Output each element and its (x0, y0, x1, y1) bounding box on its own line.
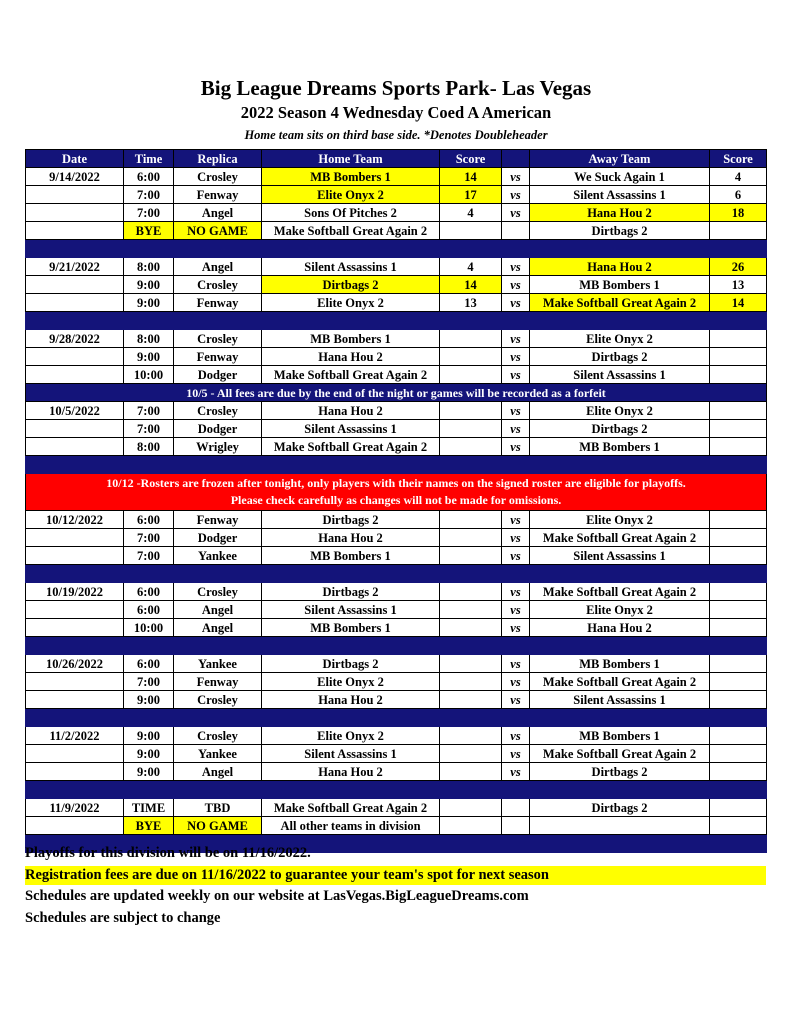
table-row (26, 673, 767, 691)
game-replica: Angel (174, 204, 262, 222)
away-score (710, 583, 767, 601)
col-header-time: Time (124, 150, 174, 168)
page-title: Big League Dreams Sports Park- Las Vegas (200, 76, 592, 100)
separator-cell (26, 456, 767, 474)
game-date: 9/21/2022 (26, 258, 124, 276)
home-score (440, 529, 502, 547)
game-replica: Dodger (174, 366, 262, 384)
table-row (26, 529, 767, 547)
game-time: 8:00 (124, 438, 174, 456)
header-note: Home team sits on third base side. *Denotes Doubleheader (244, 128, 548, 142)
table-row (26, 222, 767, 240)
vs-label: vs (502, 420, 530, 438)
home-score (440, 727, 502, 745)
away-score (710, 745, 767, 763)
game-date (26, 763, 124, 781)
game-time: 6:00 (124, 511, 174, 529)
away-team: Make Softball Great Again 2 (530, 529, 710, 547)
game-date (26, 817, 124, 835)
game-replica: Fenway (174, 673, 262, 691)
home-score: 14 (440, 276, 502, 294)
game-replica: Wrigley (174, 438, 262, 456)
vs-label: vs (502, 438, 530, 456)
table-row (26, 817, 767, 835)
home-team: Hana Hou 2 (262, 402, 440, 420)
away-score (710, 673, 767, 691)
separator-cell (26, 565, 767, 583)
away-score (710, 763, 767, 781)
vs-label: vs (502, 529, 530, 547)
table-row (26, 745, 767, 763)
home-score (440, 673, 502, 691)
game-date (26, 547, 124, 565)
home-team: Sons Of Pitches 2 (262, 204, 440, 222)
table-row (26, 258, 767, 276)
col-header-replica: Replica (174, 150, 262, 168)
col-header-home-team: Home Team (262, 150, 440, 168)
away-score (710, 511, 767, 529)
away-team: Hana Hou 2 (530, 258, 710, 276)
away-score: 18 (710, 204, 767, 222)
game-time: 9:00 (124, 294, 174, 312)
game-time: 8:00 (124, 330, 174, 348)
separator-cell (26, 240, 767, 258)
game-time: 7:00 (124, 673, 174, 691)
home-team: Hana Hou 2 (262, 529, 440, 547)
game-date (26, 366, 124, 384)
game-date: 11/2/2022 (26, 727, 124, 745)
away-team: MB Bombers 1 (530, 727, 710, 745)
schedule-table (25, 149, 767, 853)
away-team: Dirtbags 2 (530, 348, 710, 366)
game-time: 7:00 (124, 547, 174, 565)
home-score (440, 655, 502, 673)
away-score: 26 (710, 258, 767, 276)
home-score (440, 348, 502, 366)
game-time: BYE (124, 817, 174, 835)
game-date (26, 673, 124, 691)
table-row (26, 348, 767, 366)
home-team: MB Bombers 1 (262, 168, 440, 186)
game-replica: TBD (174, 799, 262, 817)
page-subtitle: 2022 Season 4 Wednesday Coed A American (240, 103, 552, 122)
away-score (710, 655, 767, 673)
table-row (26, 366, 767, 384)
home-score (440, 799, 502, 817)
vs-label: vs (502, 294, 530, 312)
game-date (26, 691, 124, 709)
game-replica: Fenway (174, 186, 262, 204)
game-replica: Angel (174, 258, 262, 276)
away-team: MB Bombers 1 (530, 438, 710, 456)
vs-label: vs (502, 402, 530, 420)
alert-line-1: 10/12 -Rosters are frozen after tonight, only players with their names on the signed roster are eligible for playoffs. (106, 476, 686, 490)
col-header-home-score: Score (440, 150, 502, 168)
home-team: Dirtbags 2 (262, 655, 440, 673)
table-row (26, 511, 767, 529)
away-team: Dirtbags 2 (530, 799, 710, 817)
game-time: 10:00 (124, 366, 174, 384)
game-date (26, 348, 124, 366)
home-score (440, 330, 502, 348)
table-row (26, 438, 767, 456)
away-score (710, 727, 767, 745)
home-team: Silent Assassins 1 (262, 420, 440, 438)
game-date (26, 222, 124, 240)
table-row (26, 655, 767, 673)
vs-label: vs (502, 276, 530, 294)
table-row (26, 619, 767, 637)
table-row (26, 763, 767, 781)
game-date: 10/26/2022 (26, 655, 124, 673)
table-row (26, 799, 767, 817)
game-date: 9/28/2022 (26, 330, 124, 348)
home-team: Dirtbags 2 (262, 511, 440, 529)
vs-label: vs (502, 258, 530, 276)
game-date (26, 420, 124, 438)
separator-row (26, 240, 767, 258)
vs-label: vs (502, 186, 530, 204)
game-replica: Crosley (174, 727, 262, 745)
col-header-vs (502, 150, 530, 168)
game-time: 9:00 (124, 348, 174, 366)
home-score (440, 222, 502, 240)
separator-cell (26, 637, 767, 655)
separator-row (26, 637, 767, 655)
table-row (26, 168, 767, 186)
away-score (710, 402, 767, 420)
game-replica: Yankee (174, 547, 262, 565)
home-score (440, 691, 502, 709)
vs-label (502, 222, 530, 240)
game-time: 6:00 (124, 655, 174, 673)
notice-text: 10/5 - All fees are due by the end of the night or games will be recorded as a forfeit (26, 384, 767, 402)
home-team: Dirtbags 2 (262, 276, 440, 294)
change-note: Schedules are subject to change (25, 910, 221, 926)
game-date: 9/14/2022 (26, 168, 124, 186)
game-date: 10/19/2022 (26, 583, 124, 601)
home-score: 17 (440, 186, 502, 204)
table-row (26, 601, 767, 619)
game-time: 9:00 (124, 276, 174, 294)
alert-row (26, 474, 767, 511)
vs-label: vs (502, 583, 530, 601)
table-header-row (26, 150, 767, 168)
away-team: Elite Onyx 2 (530, 402, 710, 420)
website-note: Schedules are updated weekly on our website at LasVegas.BigLeagueDreams.com (25, 888, 529, 904)
home-team: Hana Hou 2 (262, 691, 440, 709)
away-score (710, 799, 767, 817)
vs-label: vs (502, 601, 530, 619)
home-score (440, 583, 502, 601)
game-replica: Angel (174, 619, 262, 637)
game-date (26, 529, 124, 547)
vs-label: vs (502, 691, 530, 709)
away-team: Silent Assassins 1 (530, 691, 710, 709)
vs-label: vs (502, 763, 530, 781)
home-team: Silent Assassins 1 (262, 258, 440, 276)
vs-label (502, 817, 530, 835)
away-team: Hana Hou 2 (530, 619, 710, 637)
away-team: Make Softball Great Again 2 (530, 673, 710, 691)
game-replica: Crosley (174, 691, 262, 709)
home-team: Elite Onyx 2 (262, 294, 440, 312)
home-score (440, 601, 502, 619)
home-score (440, 817, 502, 835)
game-replica: Crosley (174, 276, 262, 294)
home-team: Dirtbags 2 (262, 583, 440, 601)
home-team: MB Bombers 1 (262, 330, 440, 348)
table-row (26, 330, 767, 348)
away-score (710, 330, 767, 348)
game-replica: Angel (174, 763, 262, 781)
table-row (26, 547, 767, 565)
separator-cell (26, 781, 767, 799)
table-row (26, 402, 767, 420)
away-team: Make Softball Great Again 2 (530, 745, 710, 763)
game-replica: NO GAME (174, 222, 262, 240)
home-team: Make Softball Great Again 2 (262, 438, 440, 456)
home-score: 13 (440, 294, 502, 312)
home-score (440, 619, 502, 637)
away-score (710, 438, 767, 456)
game-date: 11/9/2022 (26, 799, 124, 817)
separator-row (26, 709, 767, 727)
playoffs-note: Playoffs for this division will be on 11/16/2022. (25, 845, 311, 861)
home-team: Silent Assassins 1 (262, 601, 440, 619)
alert-line-2: Please check carefully as changes will not be made for omissions. (230, 493, 562, 507)
game-time: TIME (124, 799, 174, 817)
home-score (440, 420, 502, 438)
vs-label: vs (502, 619, 530, 637)
away-team: Dirtbags 2 (530, 222, 710, 240)
away-team: Hana Hou 2 (530, 204, 710, 222)
vs-label: vs (502, 330, 530, 348)
home-team: Elite Onyx 2 (262, 186, 440, 204)
away-team: Elite Onyx 2 (530, 601, 710, 619)
away-score (710, 619, 767, 637)
home-team: Elite Onyx 2 (262, 727, 440, 745)
vs-label: vs (502, 745, 530, 763)
home-team: Make Softball Great Again 2 (262, 799, 440, 817)
home-score (440, 402, 502, 420)
separator-cell (26, 312, 767, 330)
away-score: 13 (710, 276, 767, 294)
table-row (26, 186, 767, 204)
game-time: 7:00 (124, 529, 174, 547)
game-replica: Dodger (174, 420, 262, 438)
vs-label: vs (502, 204, 530, 222)
away-score: 14 (710, 294, 767, 312)
away-score (710, 691, 767, 709)
vs-label: vs (502, 168, 530, 186)
game-replica: Angel (174, 601, 262, 619)
game-replica: NO GAME (174, 817, 262, 835)
game-time: 7:00 (124, 186, 174, 204)
table-row (26, 294, 767, 312)
game-date (26, 745, 124, 763)
home-score (440, 438, 502, 456)
away-team: Dirtbags 2 (530, 420, 710, 438)
game-time: 7:00 (124, 402, 174, 420)
game-date: 10/12/2022 (26, 511, 124, 529)
notice-row (26, 384, 767, 402)
home-team: MB Bombers 1 (262, 619, 440, 637)
game-date (26, 294, 124, 312)
game-time: 7:00 (124, 204, 174, 222)
home-team: MB Bombers 1 (262, 547, 440, 565)
table-row (26, 420, 767, 438)
col-header-away-score: Score (710, 150, 767, 168)
home-score (440, 745, 502, 763)
vs-label: vs (502, 673, 530, 691)
away-team: We Suck Again 1 (530, 168, 710, 186)
game-time: 7:00 (124, 420, 174, 438)
away-team (530, 817, 710, 835)
game-time: 9:00 (124, 727, 174, 745)
separator-row (26, 781, 767, 799)
away-team: Dirtbags 2 (530, 763, 710, 781)
home-team: Hana Hou 2 (262, 348, 440, 366)
vs-label: vs (502, 348, 530, 366)
game-time: 6:00 (124, 168, 174, 186)
game-date (26, 619, 124, 637)
table-row (26, 204, 767, 222)
away-team: Elite Onyx 2 (530, 511, 710, 529)
alert-cell (26, 474, 767, 511)
home-team: Elite Onyx 2 (262, 673, 440, 691)
game-time: BYE (124, 222, 174, 240)
game-time: 9:00 (124, 763, 174, 781)
game-replica: Dodger (174, 529, 262, 547)
home-score (440, 547, 502, 565)
vs-label: vs (502, 727, 530, 745)
separator-row (26, 312, 767, 330)
game-replica: Crosley (174, 330, 262, 348)
schedule-body (26, 168, 767, 853)
home-score (440, 511, 502, 529)
game-date (26, 601, 124, 619)
game-replica: Yankee (174, 745, 262, 763)
away-team: MB Bombers 1 (530, 276, 710, 294)
table-row (26, 727, 767, 745)
away-team: Make Softball Great Again 2 (530, 294, 710, 312)
game-replica: Fenway (174, 348, 262, 366)
home-score (440, 366, 502, 384)
game-replica: Crosley (174, 168, 262, 186)
home-score: 14 (440, 168, 502, 186)
game-time: 9:00 (124, 745, 174, 763)
separator-row (26, 456, 767, 474)
vs-label: vs (502, 655, 530, 673)
away-team: Silent Assassins 1 (530, 186, 710, 204)
away-score: 4 (710, 168, 767, 186)
away-score (710, 529, 767, 547)
away-score (710, 222, 767, 240)
game-time: 6:00 (124, 601, 174, 619)
separator-row (26, 565, 767, 583)
away-score (710, 420, 767, 438)
away-score (710, 601, 767, 619)
away-team: MB Bombers 1 (530, 655, 710, 673)
game-replica: Fenway (174, 294, 262, 312)
home-team: All other teams in division (262, 817, 440, 835)
away-score (710, 348, 767, 366)
game-replica: Crosley (174, 402, 262, 420)
home-score (440, 763, 502, 781)
game-time: 8:00 (124, 258, 174, 276)
home-team: Silent Assassins 1 (262, 745, 440, 763)
vs-label: vs (502, 511, 530, 529)
home-score: 4 (440, 258, 502, 276)
away-score (710, 817, 767, 835)
game-time: 10:00 (124, 619, 174, 637)
away-team: Make Softball Great Again 2 (530, 583, 710, 601)
table-row (26, 276, 767, 294)
game-date (26, 204, 124, 222)
home-score: 4 (440, 204, 502, 222)
table-row (26, 691, 767, 709)
home-team: Hana Hou 2 (262, 763, 440, 781)
vs-label (502, 799, 530, 817)
registration-note: Registration fees are due on 11/16/2022 to guarantee your team's spot for next season (25, 866, 766, 885)
game-replica: Yankee (174, 655, 262, 673)
away-score: 6 (710, 186, 767, 204)
vs-label: vs (502, 547, 530, 565)
away-score (710, 547, 767, 565)
game-date (26, 438, 124, 456)
separator-cell (26, 709, 767, 727)
game-replica: Fenway (174, 511, 262, 529)
col-header-away-team: Away Team (530, 150, 710, 168)
game-time: 9:00 (124, 691, 174, 709)
col-header-date: Date (26, 150, 124, 168)
game-date: 10/5/2022 (26, 402, 124, 420)
home-team: Make Softball Great Again 2 (262, 222, 440, 240)
away-team: Silent Assassins 1 (530, 547, 710, 565)
game-replica: Crosley (174, 583, 262, 601)
away-team: Elite Onyx 2 (530, 330, 710, 348)
vs-label: vs (502, 366, 530, 384)
home-team: Make Softball Great Again 2 (262, 366, 440, 384)
table-row (26, 583, 767, 601)
game-date (26, 186, 124, 204)
game-time: 6:00 (124, 583, 174, 601)
away-team: Silent Assassins 1 (530, 366, 710, 384)
away-score (710, 366, 767, 384)
game-date (26, 276, 124, 294)
